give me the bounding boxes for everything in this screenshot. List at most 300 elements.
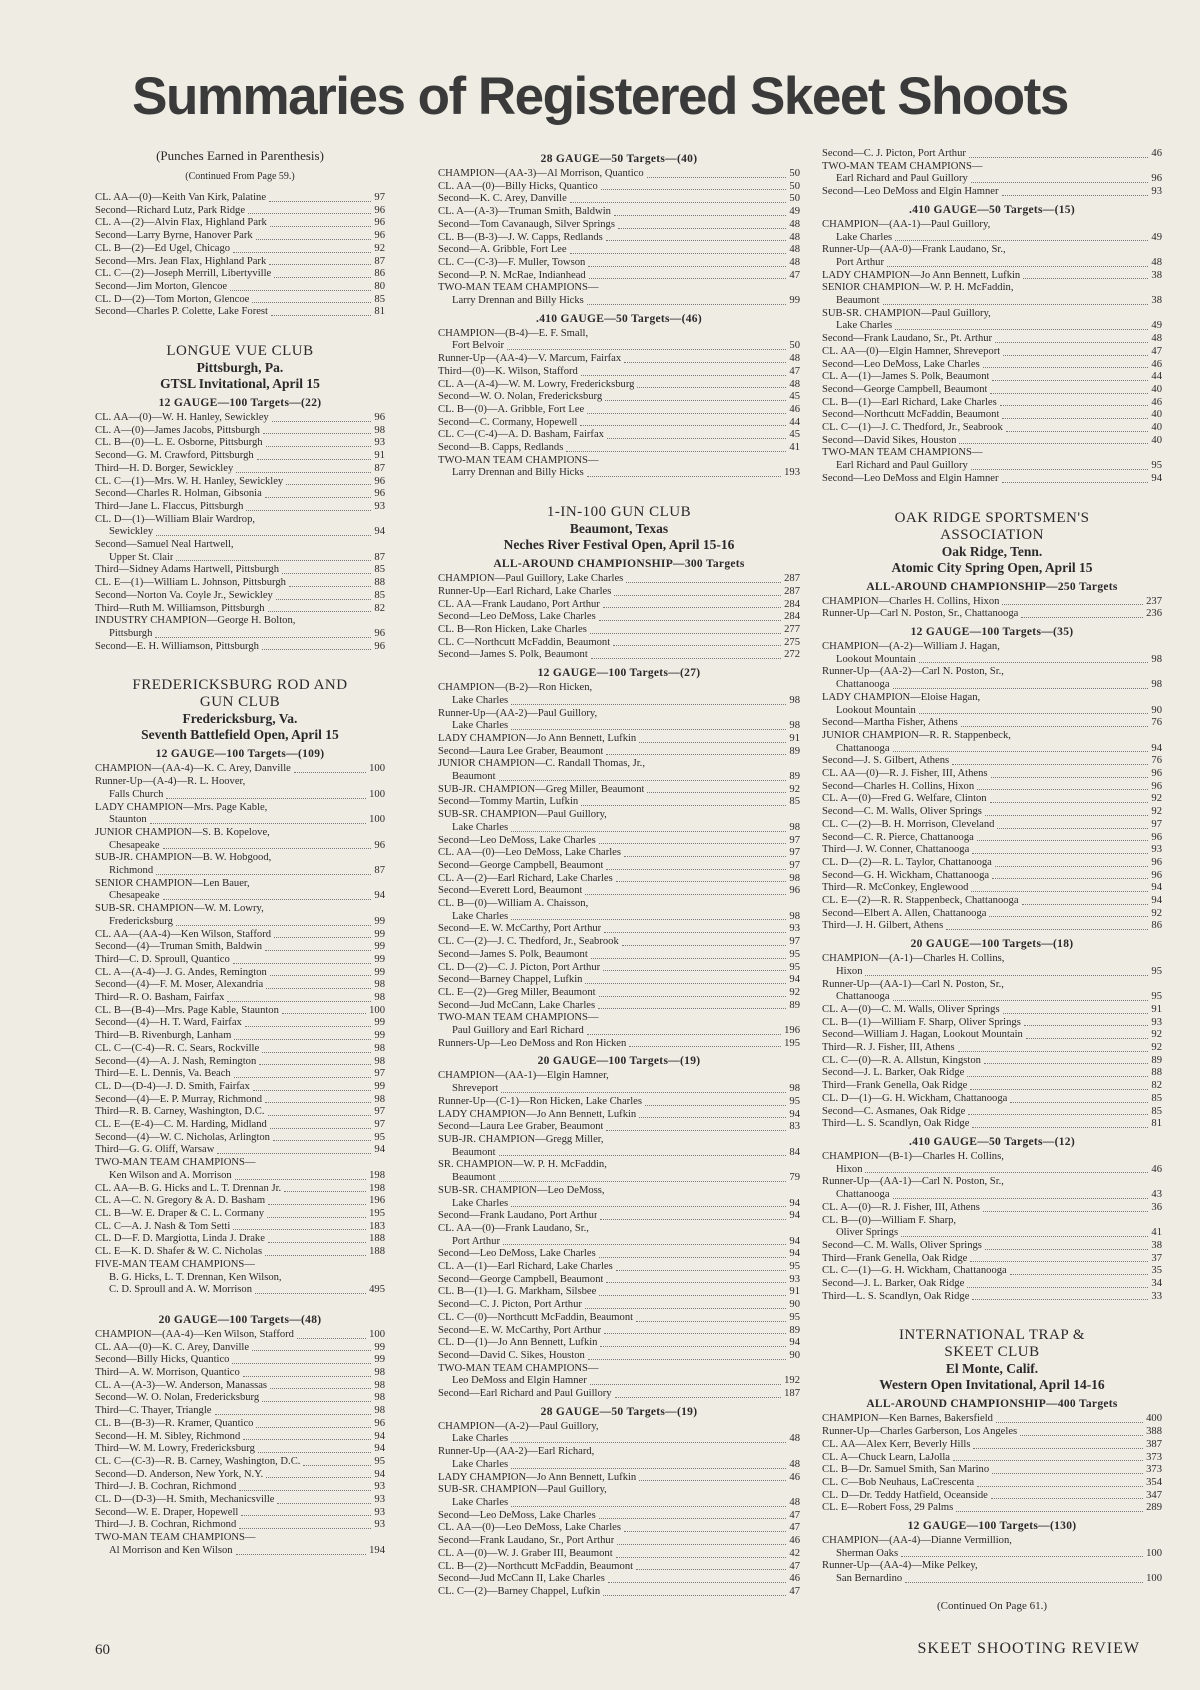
dot-leader (499, 780, 787, 781)
result-row (95, 1144, 385, 1157)
result-line: CL. AA—(0)—Frank Laudano, Sr., (438, 1222, 589, 1234)
result-name: Third—B. Rivenburgh, Lanham (95, 1030, 232, 1042)
dot-leader (503, 1244, 786, 1245)
result-row (822, 435, 1162, 448)
dot-leader (274, 277, 371, 278)
result-score: 94 (374, 1468, 385, 1480)
result-name: Second—W. E. Draper, Hopewell (95, 1506, 239, 1518)
result-score: 92 (789, 986, 800, 998)
result-name: Second—Richard Lutz, Park Ridge (95, 204, 246, 216)
result-row (438, 637, 800, 650)
result-score: 41 (789, 442, 800, 454)
result-score: 236 (1146, 608, 1162, 620)
result-line: FIVE-MAN TEAM CHAMPIONS— (95, 1258, 255, 1270)
result-score: 92 (1151, 1029, 1162, 1041)
result-line: Runner-Up—(AA-1)—Carl N. Poston, Sr., (822, 978, 1004, 990)
result-score: 48 (789, 378, 800, 390)
dot-leader (970, 1261, 1148, 1262)
result-row (438, 1236, 800, 1249)
result-row (438, 1433, 800, 1446)
result-row (438, 206, 800, 219)
result-line: SUB-SR. CHAMPION—Paul Guillory, (438, 809, 607, 821)
gauge-heading: 20 GAUGE—100 Targets—(18) (910, 938, 1074, 951)
result-name: Second—Leo DeMoss and Elgin Hamner (822, 472, 999, 484)
result-score: 94 (374, 1144, 385, 1156)
dot-leader (624, 1531, 786, 1532)
result-score: 33 (1151, 1290, 1162, 1302)
result-name: Beaumont (452, 1172, 496, 1184)
dot-leader (895, 329, 1148, 330)
dot-leader (282, 573, 371, 574)
result-score: 46 (1151, 358, 1162, 370)
dot-leader (600, 1346, 786, 1347)
result-name: CL. D—(2)—C. J. Picton, Port Arthur (438, 961, 601, 973)
result-score: 98 (789, 872, 800, 884)
result-name: Second—Leo DeMoss, Lake Charles (438, 1248, 596, 1260)
result-row (95, 1043, 385, 1056)
dot-leader (585, 983, 786, 984)
club-heading: SKEET CLUB (944, 1344, 1040, 1361)
result-row (95, 1431, 385, 1444)
result-row (438, 1274, 800, 1287)
result-line: SUB-SR. CHAMPION—Paul Guillory, (822, 307, 991, 319)
result-score: 98 (374, 979, 385, 991)
result-line: TWO-MAN TEAM CHAMPIONS— (438, 1362, 599, 1374)
result-row (438, 353, 800, 366)
dot-leader (967, 1287, 1148, 1288)
result-name: Second—J. L. Barker, Oak Ridge (822, 1278, 965, 1290)
dot-leader (905, 1582, 1143, 1583)
dot-leader (511, 831, 786, 832)
dot-leader (236, 472, 371, 473)
result-line: B. G. Hicks, L. T. Drennan, Ken Wilson, (109, 1271, 282, 1283)
dot-leader (581, 375, 787, 376)
result-row (822, 844, 1162, 857)
result-row (95, 941, 385, 954)
dot-leader (155, 637, 371, 638)
dot-leader (243, 1439, 371, 1440)
result-row (438, 1535, 800, 1548)
result-name: Third—R. B. Carney, Washington, D.C. (95, 1106, 265, 1118)
result-score: 289 (1146, 1502, 1162, 1514)
result-line: CHAMPION—(AA-1)—Elgin Hamner, (438, 1070, 609, 1082)
result-row (438, 1096, 800, 1109)
result-score: 284 (784, 598, 800, 610)
result-row (822, 1017, 1162, 1030)
result-score: 36 (1151, 1201, 1162, 1213)
result-name: Second—Frank Laudano, Sr., Port Arthur (438, 1535, 615, 1547)
result-name: CL. D—(2)—R. L. Taylor, Chattanooga (822, 856, 992, 868)
result-name: CL. A—(A-3)—Truman Smith, Baldwin (438, 206, 611, 218)
result-row (438, 1325, 800, 1338)
result-name: CL. AA—(AA-4)—Ken Wilson, Stafford (95, 928, 272, 940)
result-row (438, 232, 800, 245)
dot-leader (615, 1397, 782, 1398)
result-score: 95 (374, 1131, 385, 1143)
result-line: JUNIOR CHAMPION—C. Randall Thomas, Jr., (438, 758, 645, 770)
result-score: 100 (1146, 1547, 1162, 1559)
dot-leader (985, 815, 1148, 816)
result-score: 94 (1151, 882, 1162, 894)
result-score: 193 (784, 467, 800, 479)
result-score: 275 (784, 636, 800, 648)
result-row (822, 1240, 1162, 1253)
event-heading: Western Open Invitational, April 14-16 (879, 1377, 1105, 1393)
result-score: 48 (1151, 333, 1162, 345)
dot-leader (636, 1569, 786, 1570)
dot-leader (893, 751, 1149, 752)
dot-leader (603, 1595, 786, 1596)
result-name: CHAMPION—Charles H. Collins, Hixon (822, 595, 1000, 607)
result-name: Second—C. M. Walls, Oliver Springs (822, 806, 982, 818)
result-row (822, 422, 1162, 435)
result-name: Second—Jud McCann, Lake Charles (438, 999, 596, 1011)
dot-leader (587, 304, 787, 305)
result-name: Runner-Up—(C-1)—Ron Hicken, Lake Charles (438, 1095, 642, 1107)
gauge-heading: 28 GAUGE—50 Targets—(40) (540, 153, 698, 165)
result-row (95, 1354, 385, 1367)
dot-leader (1003, 355, 1148, 356)
result-row (438, 771, 800, 784)
dot-leader (599, 1257, 787, 1258)
result-name: Earl Richard and Paul Guillory (836, 173, 968, 185)
result-name: Second—C. Asmanes, Oak Ridge (822, 1105, 966, 1117)
result-name: C. D. Sproull and A. W. Morrison (109, 1284, 253, 1296)
result-row (822, 1490, 1162, 1503)
club-heading: FREDERICKSBURG ROD AND (132, 677, 348, 694)
result-row (438, 1472, 800, 1485)
result-row (438, 1459, 800, 1472)
result-row (95, 526, 385, 539)
dot-leader (259, 1064, 371, 1065)
result-score: 94 (789, 1337, 800, 1349)
dot-leader (263, 433, 372, 434)
result-row (822, 1164, 1162, 1177)
result-name: Second—C. J. Picton, Port Arthur (438, 1299, 582, 1311)
result-name: Second—Leo DeMoss and Elgin Hamner (822, 186, 999, 198)
dot-leader (265, 950, 371, 951)
result-score: 48 (789, 218, 800, 230)
result-row (822, 1253, 1162, 1266)
result-score: 89 (789, 771, 800, 783)
result-name: CL. C—Northcutt McFaddin, Beaumont (438, 636, 611, 648)
result-row (438, 467, 800, 480)
result-score: 82 (374, 602, 385, 614)
result-row (438, 695, 800, 708)
result-score: 183 (369, 1220, 385, 1232)
result-score: 93 (374, 1506, 385, 1518)
result-row (95, 929, 385, 942)
result-line: SENIOR CHAMPION—Len Bauer, (95, 877, 250, 889)
result-score: 48 (789, 353, 800, 365)
result-score: 98 (1151, 653, 1162, 665)
dot-leader (607, 438, 786, 439)
result-score: 96 (374, 217, 385, 229)
result-line: CL. B—(0)—William F. Sharp, (822, 1214, 957, 1226)
result-score: 76 (1151, 717, 1162, 729)
dot-leader (599, 1295, 786, 1296)
dot-leader (995, 342, 1148, 343)
result-score: 94 (374, 1430, 385, 1442)
dot-leader (1010, 1102, 1148, 1103)
result-score: 93 (374, 437, 385, 449)
dot-leader (256, 1427, 371, 1428)
result-row (438, 1121, 800, 1134)
result-score: 196 (369, 1195, 385, 1207)
club-heading: LONGUE VUE CLUB (166, 343, 314, 360)
dot-leader (248, 213, 371, 214)
result-line: CHAMPION—(A-2)—William J. Hagan, (822, 640, 1000, 652)
result-score: 99 (374, 1030, 385, 1042)
dot-leader (156, 874, 371, 875)
result-row (822, 1278, 1162, 1291)
result-score: 94 (789, 1235, 800, 1247)
result-name: Second—Northcutt McFaddin, Beaumont (822, 409, 1000, 421)
result-name: CL. AA—Frank Laudano, Port Arthur (438, 598, 600, 610)
result-name: Third—C. Thayer, Triangle (95, 1405, 212, 1417)
dot-leader (588, 1359, 787, 1360)
result-name: Second—David Sikes, Houston (822, 434, 957, 446)
result-name: Chattanooga (836, 742, 890, 754)
dot-leader (616, 881, 787, 882)
result-row (822, 1477, 1162, 1490)
dot-leader (235, 1179, 366, 1180)
result-line: TWO-MAN TEAM CHAMPIONS— (438, 1012, 599, 1024)
result-score: 98 (374, 1379, 385, 1391)
dot-leader (599, 1518, 787, 1519)
dot-leader (265, 1102, 371, 1103)
result-score: 85 (789, 796, 800, 808)
gauge-heading: 20 GAUGE—100 Targets—(48) (158, 1313, 322, 1326)
result-row (95, 1030, 385, 1043)
result-name: CHAMPION—(AA-3)—Al Morrison, Quantico (438, 168, 644, 179)
result-name: CL. C—(0)—Northcutt McFaddin, Beaumont (438, 1311, 634, 1323)
result-row (438, 417, 800, 430)
dot-leader (270, 975, 372, 976)
result-row (438, 1510, 800, 1523)
gauge-heading: .410 GAUGE—50 Targets—(15) (909, 203, 1075, 216)
club-heading: GUN CLUB (199, 694, 281, 711)
dot-leader (232, 1363, 371, 1364)
result-name: CL. B—Ron Hicken, Lake Charles (438, 623, 587, 635)
result-name: Lake Charles (452, 1458, 509, 1470)
result-row (95, 1418, 385, 1431)
dot-leader (233, 1229, 366, 1230)
dot-leader (639, 1117, 786, 1118)
result-name: CL. C—Bob Neuhaus, LaCrescenta (822, 1476, 975, 1488)
result-row (822, 768, 1162, 781)
result-score: 194 (369, 1544, 385, 1556)
dot-leader (239, 1490, 371, 1491)
dot-leader (511, 729, 786, 730)
result-row (822, 654, 1162, 667)
result-name: Fredericksburg (109, 915, 173, 927)
result-line: TWO-MAN TEAM CHAMPIONS— (438, 454, 599, 466)
result-score: 45 (789, 429, 800, 441)
dot-leader (501, 1092, 786, 1093)
result-row (95, 979, 385, 992)
result-score: 94 (789, 1248, 800, 1260)
result-name: Larry Drennan and Billy Hicks (452, 295, 584, 307)
dot-leader (984, 1063, 1148, 1064)
result-row (95, 1443, 385, 1456)
dot-leader (883, 304, 1149, 305)
result-line: SUB-SR. CHAMPION—Leo DeMoss, (438, 1184, 605, 1196)
result-row (438, 1388, 800, 1401)
result-score: 98 (789, 720, 800, 732)
result-row (438, 746, 800, 759)
result-row (95, 1183, 385, 1196)
result-row (822, 1004, 1162, 1017)
dot-leader (262, 1401, 371, 1402)
result-row (822, 1067, 1162, 1080)
dot-leader (589, 278, 787, 279)
result-name: Upper St. Clair (109, 551, 174, 563)
result-row (822, 186, 1162, 199)
result-score: 91 (789, 732, 800, 744)
gauge-heading: .410 GAUGE—50 Targets—(12) (909, 1136, 1075, 1148)
result-name: Third—R. J. Fisher, III, Athens (822, 1042, 955, 1054)
gauge-heading: 12 GAUGE—100 Targets—(22) (158, 397, 322, 410)
result-name: Third—J. B. Cochran, Richmond (95, 1481, 237, 1493)
dot-leader (990, 802, 1149, 803)
dot-leader (269, 264, 371, 265)
result-row (822, 320, 1162, 333)
result-line: Second—Samuel Neal Hartwell, (95, 539, 234, 551)
result-name: CL. AA—(0)—Billy Hicks, Quantico (438, 180, 598, 192)
result-name: LADY CHAMPION—Jo Ann Bennett, Lufkin (438, 732, 637, 744)
result-score: 40 (1151, 434, 1162, 446)
result-score: 93 (374, 1519, 385, 1531)
dot-leader (919, 662, 1149, 663)
result-row (438, 586, 800, 599)
result-name: Second—G. M. Crawford, Pittsburgh (95, 450, 254, 462)
dot-leader (645, 1105, 786, 1106)
dot-leader (268, 611, 372, 612)
result-row (95, 1284, 385, 1297)
result-score: 99 (789, 295, 800, 307)
dot-leader (967, 1076, 1148, 1077)
result-name: CL. E—(1)—William L. Johnson, Pittsburgh (95, 577, 286, 589)
result-row (438, 442, 800, 455)
gauge-heading: 12 GAUGE—100 Targets—(35) (910, 625, 1074, 638)
result-score: 187 (784, 1388, 800, 1400)
result-line: SENIOR CHAMPION—W. P. H. McFaddin, (822, 282, 1014, 294)
gauge-heading: 20 GAUGE—100 Targets—(19) (537, 1055, 701, 1068)
result-score: 90 (789, 1349, 800, 1361)
column-1 (95, 148, 385, 1558)
result-row (438, 1147, 800, 1160)
result-name: Second—D. Anderson, New York, N.Y. (95, 1468, 264, 1480)
result-score: 100 (369, 1004, 385, 1016)
dot-leader (215, 1414, 372, 1415)
result-row (95, 1329, 385, 1342)
result-score: 92 (1151, 907, 1162, 919)
dot-leader (990, 393, 1148, 394)
result-score: 85 (1151, 1092, 1162, 1104)
dot-leader (570, 253, 787, 254)
result-row (438, 1573, 800, 1586)
result-score: 96 (1151, 869, 1162, 881)
dot-leader (269, 201, 371, 202)
dot-leader (599, 996, 787, 997)
result-row (822, 608, 1162, 621)
result-row (438, 885, 800, 898)
result-row (822, 1080, 1162, 1093)
result-row (822, 295, 1162, 308)
result-row (95, 294, 385, 307)
result-score: 89 (789, 999, 800, 1011)
result-name: Runner-Up—Carl N. Poston, Sr., Chattanooga (822, 608, 1019, 620)
result-row (822, 1118, 1162, 1131)
result-score: 88 (1151, 1067, 1162, 1079)
result-line: CHAMPION—(B-1)—Charles H. Collins, (822, 1151, 1004, 1162)
dot-leader (989, 916, 1148, 917)
dot-leader (599, 843, 787, 844)
result-row (822, 1502, 1162, 1515)
result-row (822, 371, 1162, 384)
dot-leader (977, 789, 1148, 790)
result-row (95, 1481, 385, 1494)
result-row (95, 1469, 385, 1482)
dot-leader (570, 202, 787, 203)
result-row (822, 717, 1162, 730)
result-score: 95 (1151, 965, 1162, 977)
result-score: 47 (1151, 345, 1162, 357)
dot-leader (616, 1270, 787, 1271)
result-name: Second—James S. Polk, Beaumont (438, 649, 588, 661)
result-name: CL. C—(C-4)—R. C. Sears, Rockville (95, 1042, 260, 1054)
result-name: CL. D—(D-4)—J. D. Smith, Fairfax (95, 1080, 250, 1092)
dot-leader (972, 853, 1148, 854)
result-row (95, 840, 385, 853)
result-row (438, 1261, 800, 1274)
result-score: 41 (1151, 1227, 1162, 1239)
result-score: 98 (789, 1083, 800, 1095)
result-score: 46 (789, 1535, 800, 1547)
result-name: Fort Belvoir (452, 340, 505, 352)
result-name: Second—Martha Fisher, Athens (822, 717, 958, 729)
result-score: 96 (374, 204, 385, 216)
result-name: Third—Jane L. Flaccus, Pittsburgh (95, 500, 244, 512)
result-name: Second—Elbert A. Allen, Chattanooga (822, 907, 987, 919)
result-row (438, 1198, 800, 1211)
result-row (95, 814, 385, 827)
club-location: Fredericksburg, Va. (182, 711, 298, 727)
result-row (438, 720, 800, 733)
result-row (822, 596, 1162, 609)
result-score: 93 (789, 923, 800, 935)
result-name: Beaumont (452, 771, 496, 783)
result-score: 46 (789, 1471, 800, 1483)
result-row (822, 460, 1162, 473)
gauge-heading: ALL-AROUND CHAMPIONSHIP—300 Targets (493, 558, 745, 571)
result-name: LADY CHAMPION—Jo Ann Bennett, Lufkin (438, 1108, 637, 1120)
result-name: CL. B—(0)—A. Gribble, Fort Lee (438, 403, 585, 415)
result-name: CL. C—(2)—Joseph Merrill, Libertyville (95, 268, 272, 280)
dot-leader (239, 1528, 371, 1529)
dot-leader (1002, 418, 1148, 419)
dot-leader (294, 772, 366, 773)
result-row (438, 379, 800, 392)
result-line: SUB-SR. CHAMPION—W. M. Lowry, (95, 903, 264, 915)
result-score: 88 (374, 577, 385, 589)
result-row (822, 755, 1162, 768)
result-row (822, 384, 1162, 397)
result-row (95, 641, 385, 654)
result-score: 96 (1151, 768, 1162, 780)
dot-leader (262, 649, 371, 650)
